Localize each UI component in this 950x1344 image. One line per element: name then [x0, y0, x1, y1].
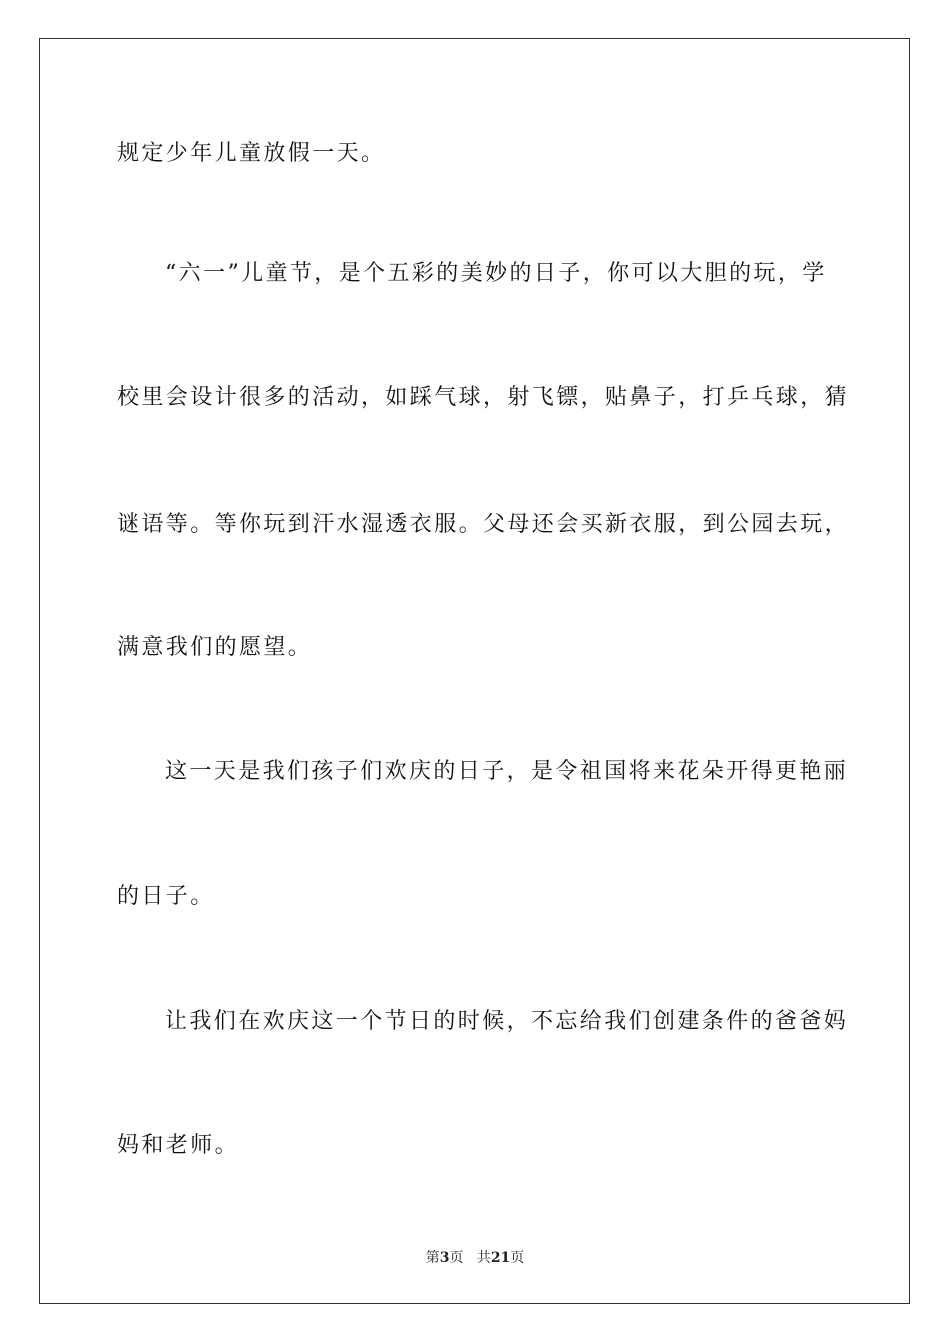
- paragraph-line-2: “六一”儿童节，是个五彩的美妙的日子，你可以大胆的玩，学: [165, 261, 827, 286]
- footer-page-number: 3: [439, 1250, 450, 1266]
- page-border: [39, 38, 910, 1304]
- footer-total-pages: 21: [490, 1250, 511, 1266]
- footer-page-prefix: 第: [425, 1250, 440, 1266]
- footer-page-suffix: 页: [449, 1250, 464, 1266]
- paragraph-line-9: 妈和老师。: [117, 1133, 240, 1158]
- footer-total-prefix: 共: [476, 1250, 491, 1266]
- paragraph-line-3: 校里会设计很多的活动，如踩气球，射飞镖，贴鼻子，打乒乓球，猜: [117, 385, 850, 410]
- paragraph-line-8: 让我们在欢庆这一个节日的时候，不忘给我们创建条件的爸爸妈: [165, 1009, 849, 1034]
- paragraph-line-6: 这一天是我们孩子们欢庆的日子，是令祖国将来花朵开得更艳丽: [165, 759, 849, 784]
- paragraph-line-5: 满意我们的愿望。: [117, 635, 313, 660]
- footer-total-suffix: 页: [510, 1250, 525, 1266]
- page-footer: [0, 1249, 950, 1267]
- paragraph-line-4: 谜语等。等你玩到汗水湿透衣服。父母还会买新衣服，到公园去玩，: [117, 512, 850, 537]
- paragraph-line-7: 的日子。: [117, 884, 215, 909]
- paragraph-line-1: 规定少年儿童放假一天。: [117, 141, 386, 166]
